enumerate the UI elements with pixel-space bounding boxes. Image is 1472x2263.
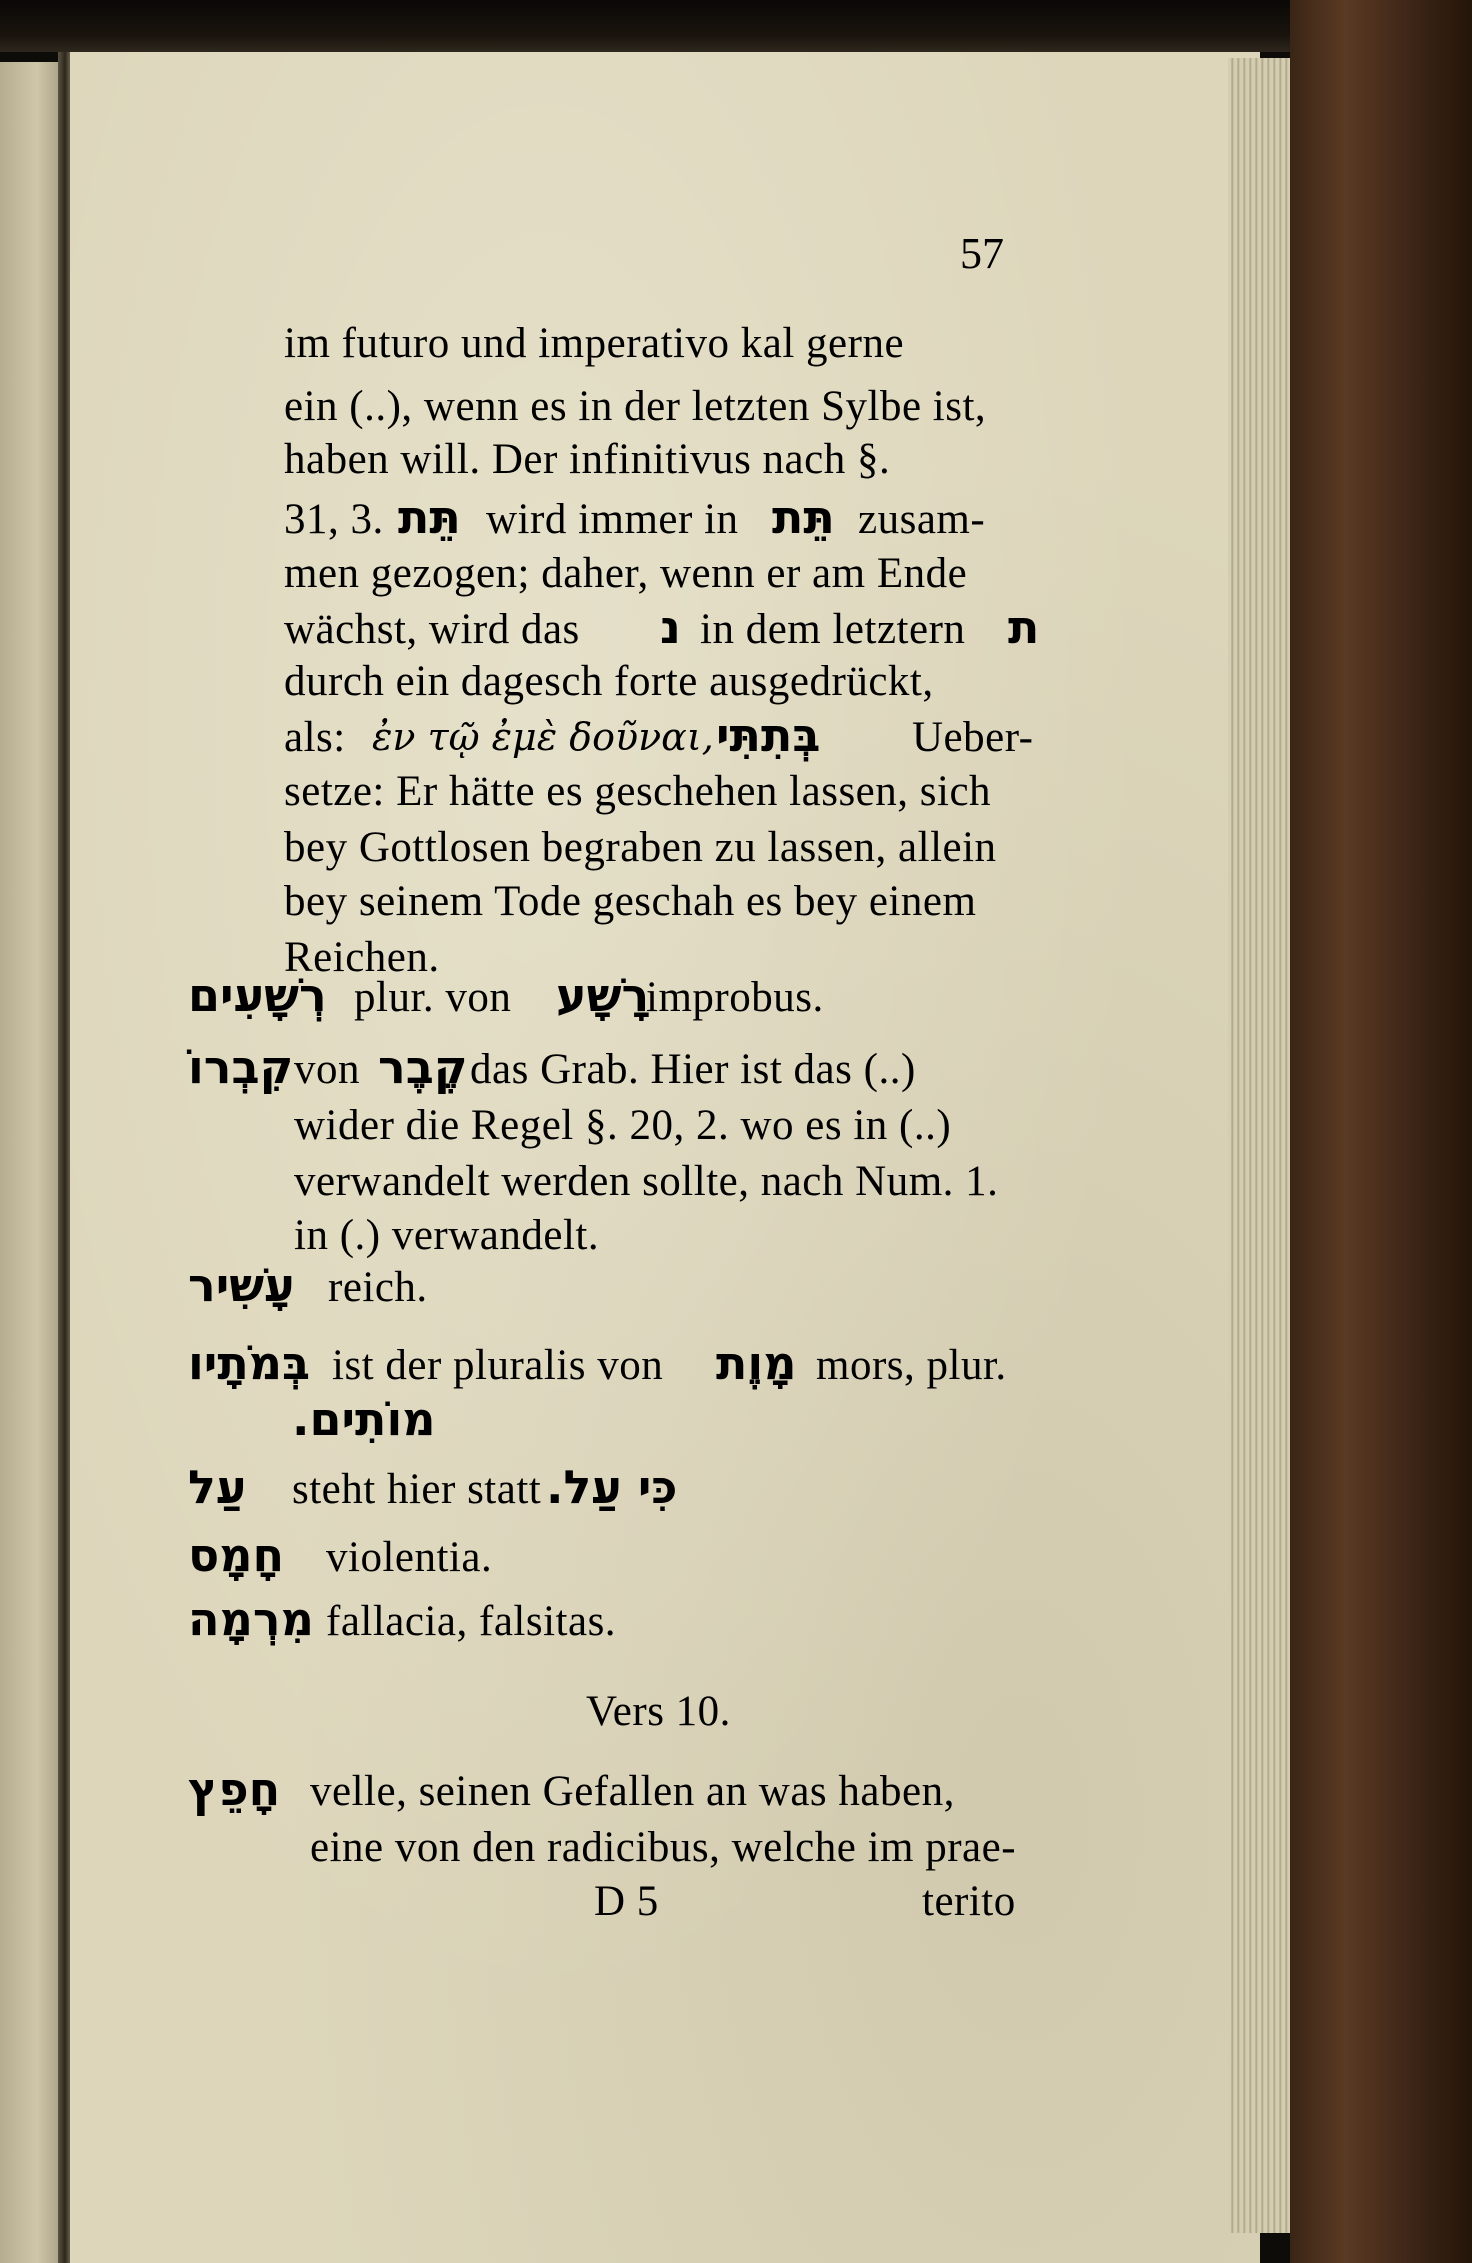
entry-headword: קִבְרוֹ: [188, 1040, 294, 1094]
entry-headword: עָשִׁיר: [188, 1258, 295, 1312]
text-line: Reichen.: [284, 934, 440, 981]
entry-headword: חָפֵץ: [188, 1762, 281, 1816]
entry-text: improbus.: [646, 974, 824, 1021]
entry-headword: בְּמֹתָיו: [188, 1336, 311, 1390]
catchword: terito: [922, 1878, 1016, 1925]
entry-headword: רְשָׁעִים: [188, 968, 327, 1022]
verse-heading: Vers 10.: [586, 1688, 731, 1735]
hebrew-word: תֵּת: [772, 490, 835, 544]
hebrew-word: קֶבֶר: [378, 1040, 468, 1094]
entry-text: wider die Regel §. 20, 2. wo es in (..): [294, 1102, 952, 1149]
entry-text: violentia.: [326, 1534, 493, 1581]
entry-text: steht hier statt: [292, 1466, 542, 1513]
entry-text: in (.) verwandelt.: [294, 1212, 600, 1259]
left-page-fragment: [0, 62, 62, 2263]
page-number: 57: [960, 229, 1004, 278]
entry-text: velle, seinen Gefallen an was haben,: [310, 1768, 955, 1815]
text-line: wächst, wird das: [284, 606, 580, 653]
text-line: zusam-: [858, 496, 986, 543]
hebrew-word: מָוֶת: [716, 1336, 797, 1390]
text-line: durch ein dagesch forte ausgedrückt,: [284, 658, 934, 705]
text-line: im futuro und imperativo kal gerne: [284, 320, 905, 367]
hebrew-word: תֵּת: [398, 490, 461, 544]
hebrew-letter: נ: [660, 600, 681, 654]
entry-text: reich.: [328, 1264, 428, 1311]
entry-text: mors, plur.: [816, 1342, 1007, 1389]
leather-cover: [1290, 0, 1472, 2263]
text-line: bey Gottlosen begraben zu lassen, allein: [284, 824, 997, 871]
signature-mark: D 5: [594, 1878, 659, 1925]
entry-text: von: [294, 1046, 360, 1093]
text-line: als:: [284, 714, 346, 761]
entry-text: eine von den radicibus, welche im prae-: [310, 1824, 1017, 1871]
text-line: 31, 3.: [284, 496, 384, 543]
entry-text: verwandelt werden sollte, nach Num. 1.: [294, 1158, 999, 1205]
text-line: wird immer in: [486, 496, 739, 543]
hebrew-letter: ת: [1008, 600, 1040, 654]
entry-headword: עַל: [188, 1460, 247, 1514]
text-line: ein (..), wenn es in der letzten Sylbe ist,: [284, 383, 987, 430]
hebrew-word: כִּי עַל.: [546, 1460, 678, 1514]
book-top-edge: [0, 0, 1472, 52]
hebrew-word: רָשָׁע: [556, 968, 650, 1022]
entry-text: fallacia, falsitas.: [326, 1598, 617, 1645]
text-line: Ueber-: [912, 714, 1034, 761]
text-line: in dem letztern: [700, 606, 966, 653]
text-line: men gezogen; daher, wenn er am Ende: [284, 550, 968, 597]
hebrew-word: מוֹתִים.: [292, 1392, 436, 1446]
text-line: haben will. Der infinitivus nach §.: [284, 436, 891, 483]
entry-text: das Grab. Hier ist das (..): [470, 1046, 916, 1093]
hebrew-word: בְּתִתִּי: [716, 708, 821, 762]
entry-text: ist der pluralis von: [332, 1342, 664, 1389]
entry-headword: חָמָס: [188, 1528, 285, 1582]
entry-text: plur. von: [354, 974, 512, 1021]
greek-phrase: ἐν τῷ ἐμὲ δοῦναι,: [372, 715, 714, 759]
text-line: setze: Er hätte es geschehen lassen, sich: [284, 768, 992, 815]
text-line: bey seinem Tode geschah es bey einem: [284, 878, 977, 925]
page-stack-edges: [1228, 58, 1294, 2233]
entry-headword: מִרְמָה: [188, 1592, 314, 1646]
